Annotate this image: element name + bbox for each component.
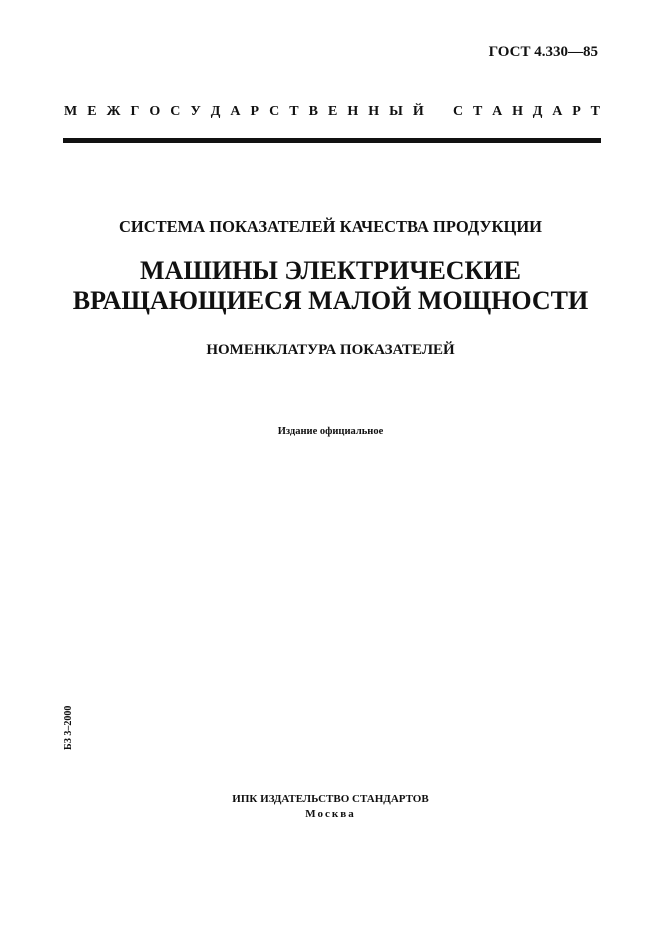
category-letter: С (170, 104, 181, 119)
category-letter: А (552, 104, 563, 119)
category-letter: Ы (389, 104, 403, 119)
document-code: ГОСТ 4.330—85 (488, 44, 598, 60)
category-letter: С (453, 104, 464, 119)
category-letter: Г (130, 104, 140, 119)
main-title (0, 256, 661, 316)
category-letter: Д (210, 104, 221, 119)
category-letter: А (492, 104, 503, 119)
header-divider (63, 138, 601, 143)
category-letter: Й (412, 104, 424, 119)
category-letter: Е (327, 104, 338, 119)
category-letter: М (64, 104, 78, 119)
main-title-line-1: МАШИНЫ ЭЛЕКТРИЧЕСКИЕ (140, 256, 521, 285)
category-letter: У (190, 104, 201, 119)
edition-label: Издание официальное (277, 426, 384, 437)
category-letter: Р (572, 104, 581, 119)
category-letter: Д (532, 104, 543, 119)
category-letter: Р (250, 104, 260, 119)
category-letter: Т (289, 104, 299, 119)
category-letter: Н (368, 104, 380, 119)
category-letter: Н (347, 104, 359, 119)
category-letter: Ж (106, 104, 121, 119)
category-letter: Е (87, 104, 97, 119)
category-letter: В (308, 104, 318, 119)
document-subtitle: НОМЕНКЛАТУРА ПОКАЗАТЕЛЕЙ (206, 342, 455, 358)
category-letter: С (269, 104, 280, 119)
main-title-line-2: ВРАЩАЮЩИЕСЯ МАЛОЙ МОЩНОСТИ (72, 286, 589, 315)
publisher-name: ИПК ИЗДАТЕЛЬСТВО СТАНДАРТОВ (232, 793, 429, 805)
category-word-interstate (64, 104, 424, 120)
category-letter: О (149, 104, 161, 119)
category-letter: Т (472, 104, 483, 119)
standard-category (64, 104, 600, 120)
category-letter: Н (512, 104, 523, 119)
category-word-standard (453, 104, 600, 120)
publisher-city: Москва (305, 808, 356, 820)
side-print-code: БЗ 3–2000 (63, 705, 74, 750)
system-title: СИСТЕМА ПОКАЗАТЕЛЕЙ КАЧЕСТВА ПРОДУКЦИИ (118, 217, 543, 236)
category-letter: А (230, 104, 241, 119)
category-letter: Т (590, 104, 600, 119)
